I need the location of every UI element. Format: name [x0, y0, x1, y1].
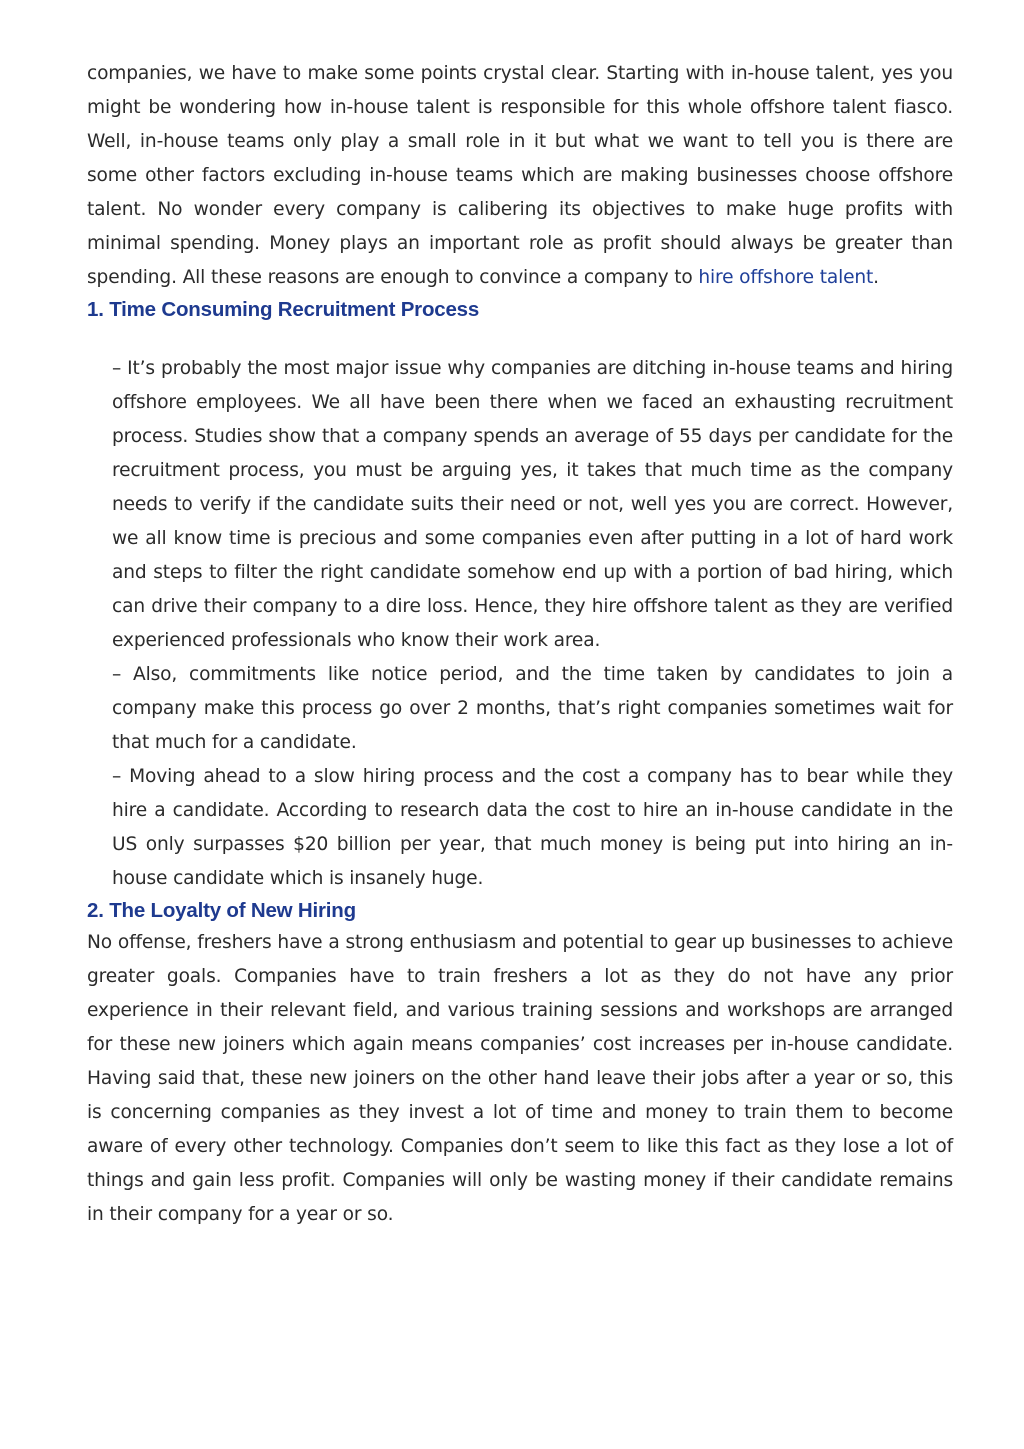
intro-paragraph [87, 57, 953, 295]
intro-text: companies, we have to make some points crystal clear. Starting with in-house talent, yes you might be wondering how in-house talent is responsible for this whole offshore talent fiasco. Well, in-house teams only play a small role in it but what we want to tell you is there are some other factors excluding in-house teams which are making businesses choose offshore talent. No wonder every company is calibering its objectives to make huge profits with minimal spending. Money plays an important role as profit should always be greater than spending. All these reasons are enough to convince a company to [87, 63, 953, 288]
list-item: – Moving ahead to a slow hiring process and the cost a company has to bear while they hire a candidate. According to research data the cost to hire an in-house candidate in the US only surpasses $20 billion per year, that much money is being put into hiring an in-house candidate which is insanely huge. [112, 766, 953, 889]
recruitment-points-list [112, 352, 953, 896]
loyalty-paragraph: No offense, freshers have a strong enthusiasm and potential to gear up businesses to achieve greater goals. Companies have to train freshers a lot as they do not have any prior experience in their relevant field, and various training sessions and workshops are arranged for these new joiners which again means companies’ cost increases per in-house candidate. Having said that, these new joiners on the other hand leave their jobs after a year or so, this is concerning companies as they invest a lot of time and money to train them to become aware of every other technology. Companies don’t seem to like this fact as they lose a lot of things and gain less profit. Companies will only be wasting money if their candidate remains in their company for a year or so. [87, 932, 953, 1225]
list-item: – Also, commitments like notice period, and the time taken by candidates to join a company make this process go over 2 months, that’s right companies sometimes wait for that much for a candidate. [112, 664, 953, 753]
section-heading-loyalty: 2. The Loyalty of New Hiring [87, 899, 356, 922]
hire-offshore-talent-link[interactable]: hire offshore talent [698, 267, 874, 288]
section-heading-recruitment: 1. Time Consuming Recruitment Process [87, 298, 480, 321]
article-body [87, 57, 953, 1232]
list-item: – It’s probably the most major issue why companies are ditching in-house teams and hiring offshore employees. We all have been there when we faced an exhausting recruitment process. Studies show that a company spends an average of 55 days per candidate for the recruitment process, you must be arguing yes, it takes that much time as the company needs to verify if the candidate suits their need or not, well yes you are correct. However, we all know time is precious and some companies even after putting in a lot of hard work and steps to filter the right candidate somehow end up with a portion of bad hiring, which can drive their company to a dire loss. Hence, they hire offshore talent as they are verified experienced professionals who know their work area. [112, 358, 953, 651]
intro-text-end: . [873, 267, 879, 288]
